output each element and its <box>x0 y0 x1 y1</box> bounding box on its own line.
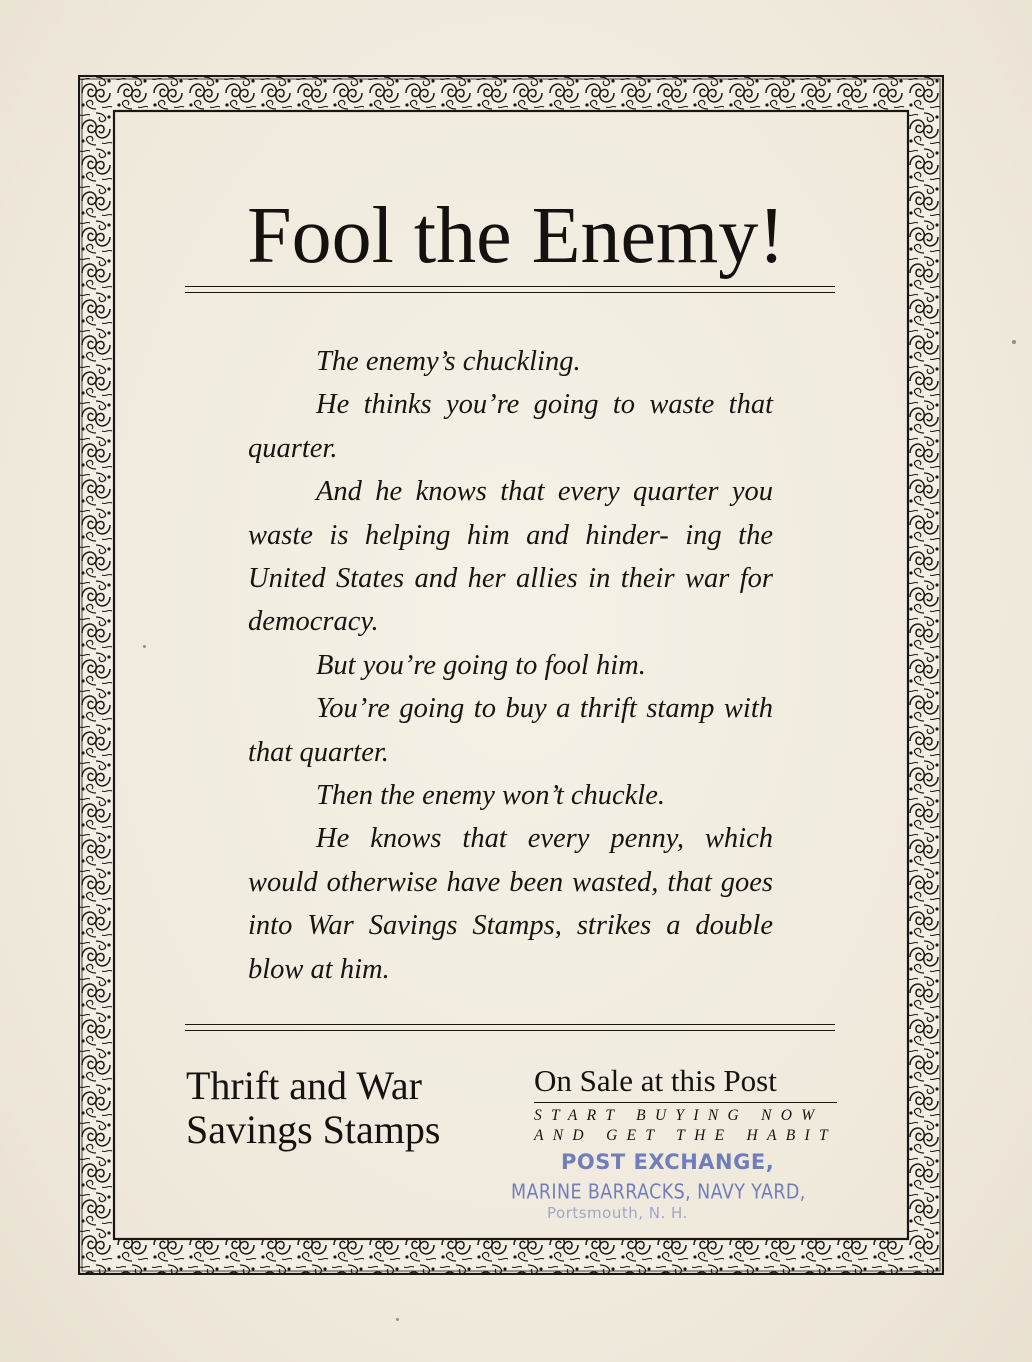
title-double-rule <box>185 286 835 293</box>
rubber-stamp-line-2: MARINE BARRACKS, NAVY YARD, <box>511 1181 806 1204</box>
sale-heading: On Sale at this Post <box>534 1063 777 1098</box>
stamps-heading <box>186 1064 516 1152</box>
body-paragraph-5: You’re going to buy a thrift stamp with that quarter. <box>248 693 773 768</box>
sale-line-2: AND GET THE HABIT <box>534 1127 837 1144</box>
body-paragraph-2: He thinks you’re going to waste that quarter. <box>248 389 773 464</box>
paper-speck <box>143 645 146 648</box>
sale-line-1: START BUYING NOW <box>534 1107 824 1124</box>
paper-speck <box>1012 340 1016 344</box>
body-paragraph-6: Then the enemy won’t chuckle. <box>316 780 665 812</box>
body-paragraph-4: But you’re going to fool him. <box>316 649 646 681</box>
stamps-heading-line-1: Thrift and War <box>186 1063 422 1108</box>
poster-body <box>248 340 773 991</box>
poster-title: Fool the Enemy! <box>247 192 785 280</box>
body-paragraph-3: And he knows that every quarter you waste is helping him and hinder- ing the United States and her allies in their war for democracy. <box>248 476 773 638</box>
body-paragraph-1: The enemy’s chuckling. <box>316 346 581 377</box>
sale-heading-underline <box>534 1102 837 1103</box>
body-paragraph-7: He knows that every penny, which would otherwise have been wasted, that goes into War Savings Stamps, strikes a double blow at him. <box>248 823 773 985</box>
paper-speck <box>396 1318 399 1321</box>
stamps-heading-line-2: Savings Stamps <box>186 1107 441 1152</box>
rubber-stamp-line-3: Portsmouth, N. H. <box>547 1204 688 1222</box>
footer-double-rule <box>185 1024 835 1031</box>
rubber-stamp-line-1: POST EXCHANGE, <box>561 1150 775 1174</box>
